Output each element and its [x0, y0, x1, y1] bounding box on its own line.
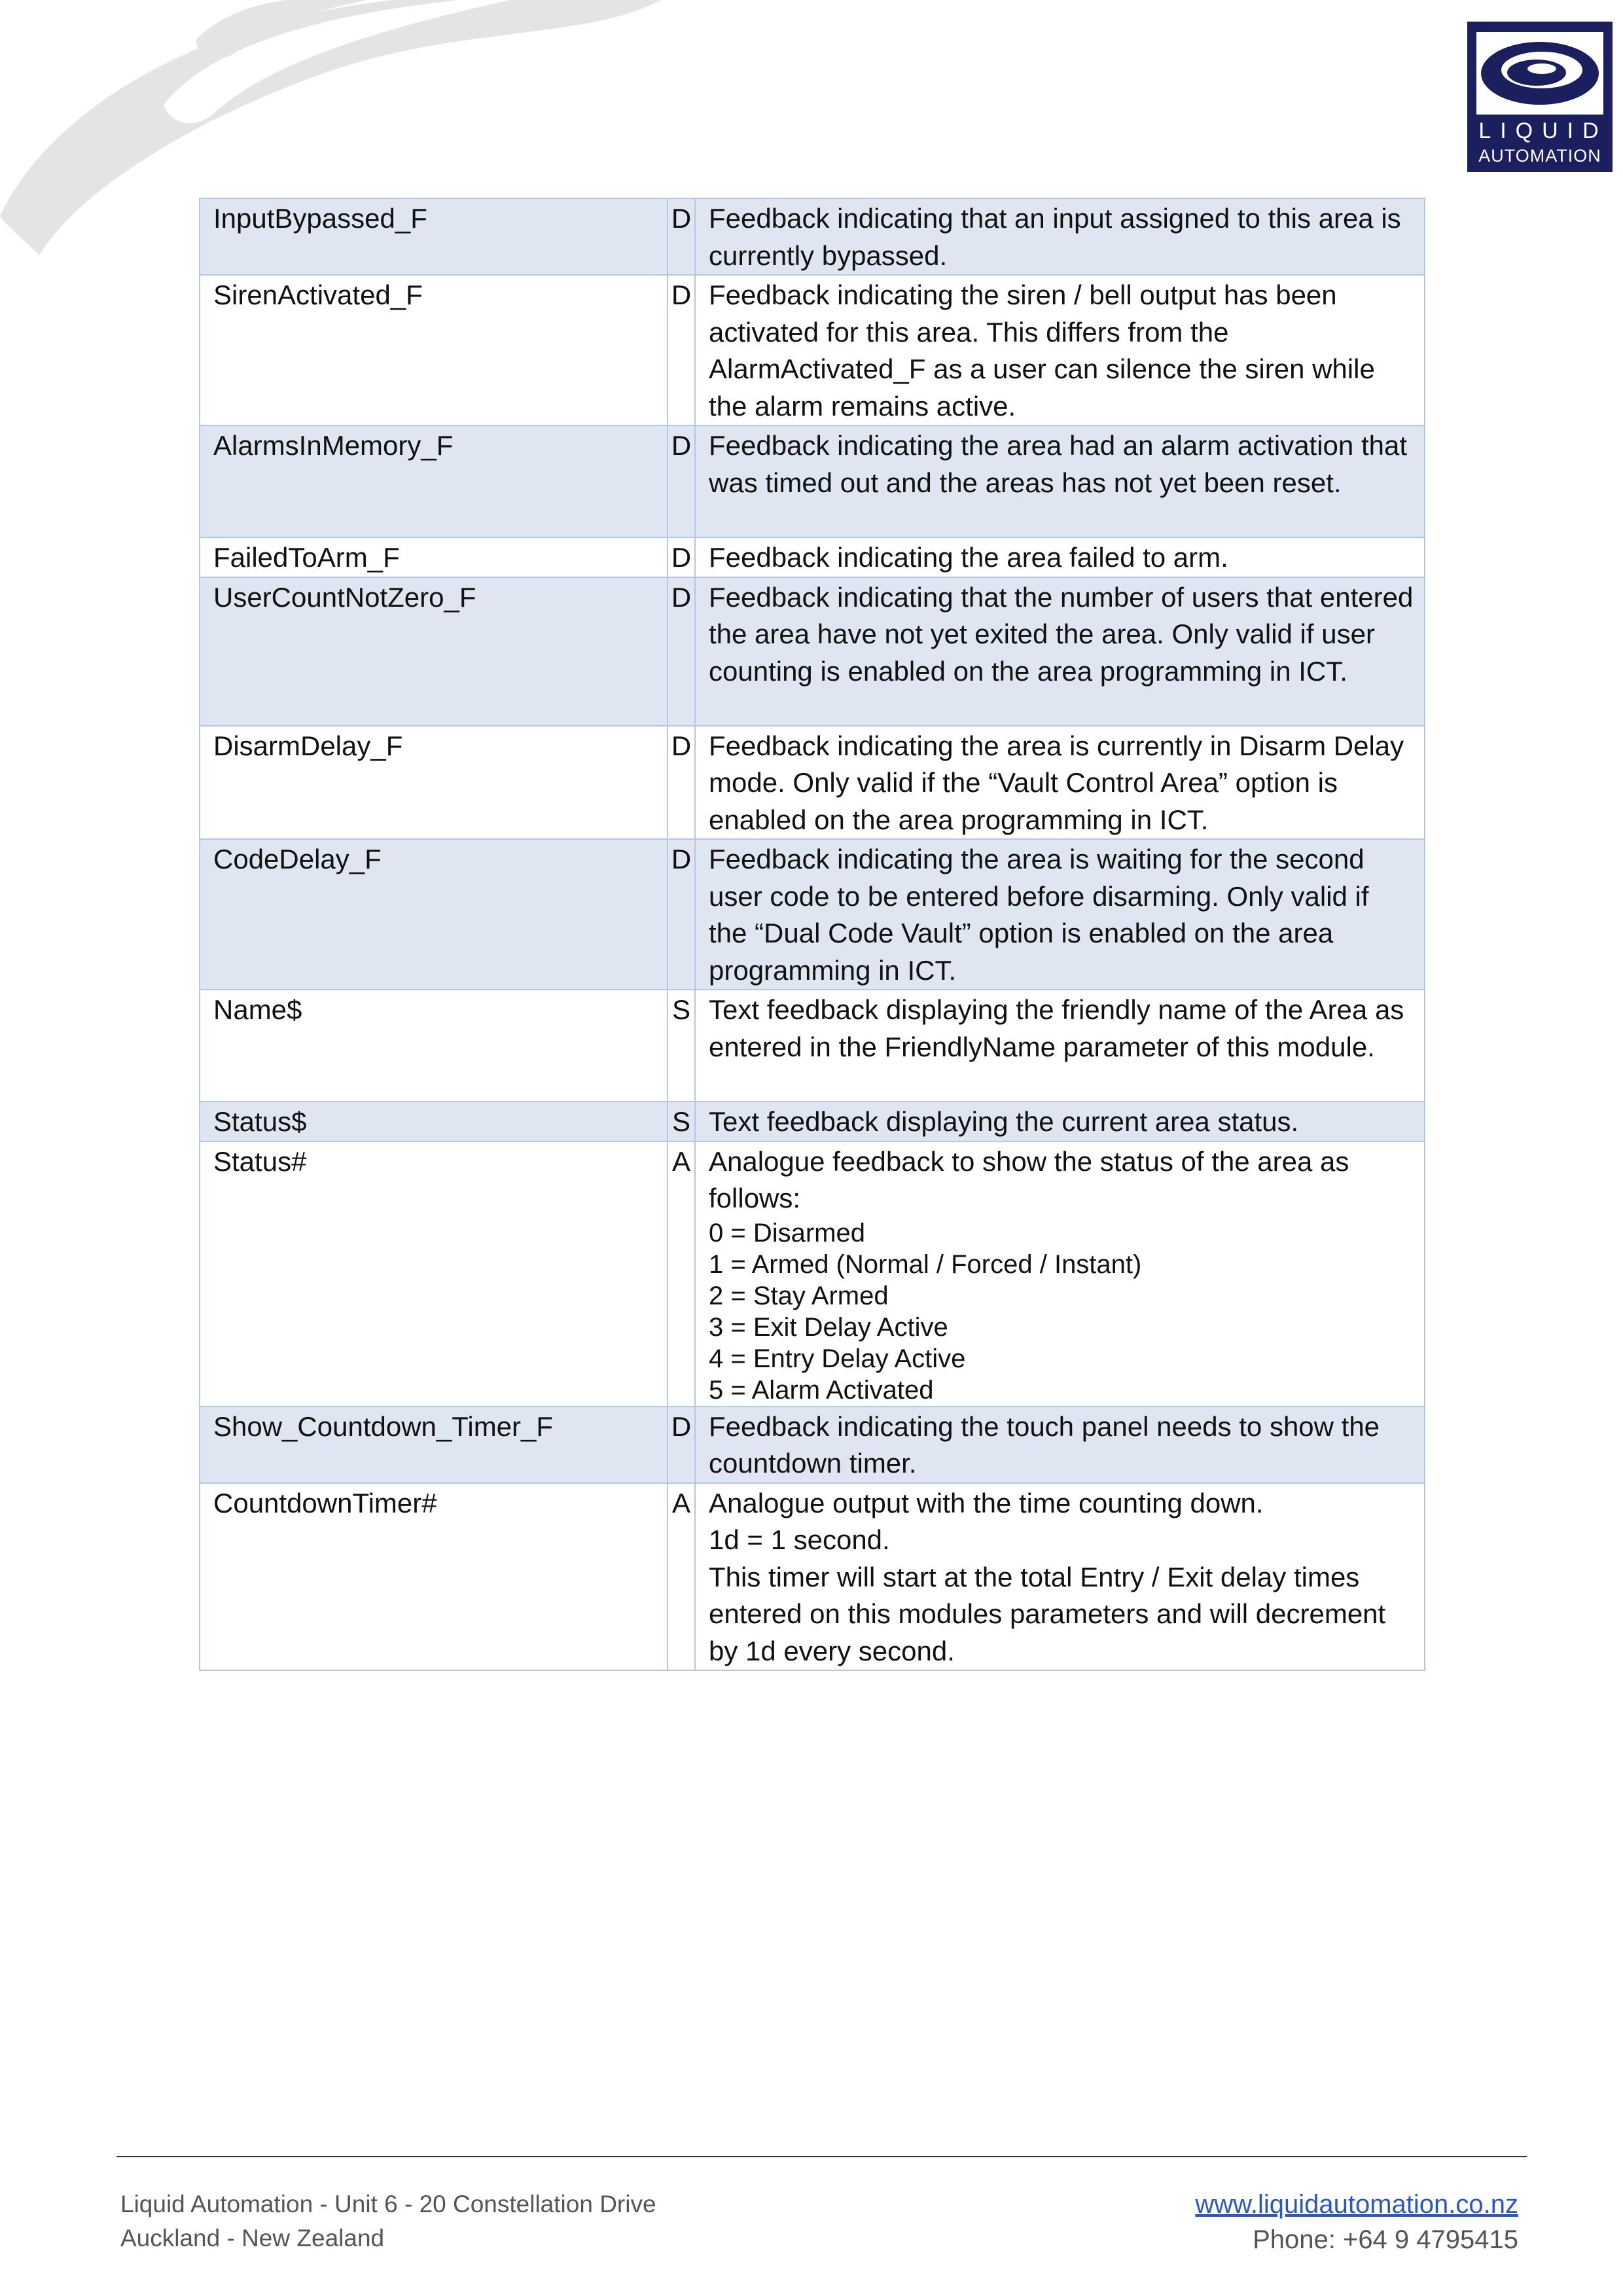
- signal-type: S: [668, 1102, 695, 1141]
- footer-divider: [116, 2156, 1527, 2157]
- signal-name: Status#: [200, 1141, 668, 1407]
- liquid-automation-logo: [1467, 22, 1613, 172]
- signal-name: DisarmDelay_F: [200, 726, 668, 840]
- signal-name: Name$: [200, 990, 668, 1102]
- signal-description: [695, 1141, 1425, 1407]
- signal-type: D: [668, 537, 695, 577]
- signal-name: UserCountNotZero_F: [200, 577, 668, 726]
- footer-address-line1: Liquid Automation - Unit 6 - 20 Constellation Drive: [120, 2191, 656, 2217]
- description-text: Analogue feedback to show the status of the area as follows:: [709, 1145, 1349, 1213]
- table-row: [200, 1141, 1425, 1407]
- table-row: [200, 198, 1425, 275]
- signal-description: [695, 275, 1425, 425]
- description-text: Feedback indicating that an input assigned to this area is currently bypassed.: [709, 203, 1401, 271]
- table-row: [200, 1407, 1425, 1483]
- signal-description: [695, 990, 1425, 1102]
- description-text: Feedback indicating that the number of users that entered the area have not yet exited the area. Only valid if user counting is enabled on the area programming in ICT.: [709, 581, 1414, 687]
- status-value-item: 1 = Armed (Normal / Forced / Instant): [709, 1249, 1142, 1279]
- status-value-list: [709, 1217, 1414, 1406]
- signal-description: [695, 1483, 1425, 1671]
- status-value-item: 5 = Alarm Activated: [709, 1375, 934, 1405]
- swirl-logo-icon: [1476, 32, 1603, 115]
- table-row: [200, 1102, 1425, 1141]
- table-row: [200, 425, 1425, 537]
- description-text: Feedback indicating the area had an alarm activation that was timed out and the areas has not yet been reset.: [709, 430, 1408, 498]
- signal-type: D: [668, 726, 695, 840]
- logo-text-liquid: LIQUID: [1478, 118, 1608, 143]
- description-text: Text feedback displaying the current area status.: [709, 1106, 1299, 1137]
- signal-name: Show_Countdown_Timer_F: [200, 1407, 668, 1483]
- signal-description: [695, 726, 1425, 840]
- signal-type: D: [668, 425, 695, 537]
- signal-description: [695, 577, 1425, 726]
- status-value-item: 2 = Stay Armed: [709, 1281, 889, 1310]
- signal-description: [695, 198, 1425, 275]
- signal-type: D: [668, 839, 695, 990]
- signal-description: [695, 425, 1425, 537]
- status-value-item: 4 = Entry Delay Active: [709, 1344, 966, 1373]
- description-text: This timer will start at the total Entry / Exit delay times entered on this modules parameters and will decrement by 1d every second.: [709, 1561, 1386, 1666]
- signal-type: D: [668, 577, 695, 726]
- signal-type: S: [668, 990, 695, 1102]
- table-row: [200, 839, 1425, 990]
- signal-description: [695, 1102, 1425, 1141]
- table-row: [200, 577, 1425, 726]
- signal-description: [695, 839, 1425, 990]
- table-row: [200, 726, 1425, 840]
- description-text: Feedback indicating the area is currently in Disarm Delay mode. Only valid if the “Vault Control Area” option is enabled on the area programming in ICT.: [709, 730, 1404, 835]
- signal-name: InputBypassed_F: [200, 198, 668, 275]
- description-text: Feedback indicating the siren / bell output has been activated for this area. This differs from the AlarmActivated_F as a user can silence the siren while the alarm remains active.: [709, 279, 1375, 422]
- signal-name: CountdownTimer#: [200, 1483, 668, 1671]
- signal-name: Status$: [200, 1102, 668, 1141]
- table-row: [200, 275, 1425, 425]
- description-text: Text feedback displaying the friendly name of the Area as entered in the FriendlyName parameter of this module.: [709, 994, 1404, 1062]
- status-value-item: 0 = Disarmed: [709, 1218, 865, 1247]
- footer-address-line2: Auckland - New Zealand: [120, 2225, 385, 2251]
- description-text: 1d = 1 second.: [709, 1524, 890, 1555]
- signal-name: FailedToArm_F: [200, 537, 668, 577]
- description-text: Feedback indicating the touch panel needs to show the countdown timer.: [709, 1410, 1380, 1479]
- description-text: Feedback indicating the area failed to arm.: [709, 542, 1228, 573]
- signal-type: D: [668, 1407, 695, 1483]
- signal-name: CodeDelay_F: [200, 839, 668, 990]
- footer-phone: Phone: +64 9 4795415: [1253, 2225, 1518, 2254]
- signal-description: [695, 1407, 1425, 1483]
- status-value-item: 3 = Exit Delay Active: [709, 1312, 948, 1342]
- signal-name: SirenActivated_F: [200, 275, 668, 425]
- description-text: Feedback indicating the area is waiting for the second user code to be entered before disarming. Only valid if the “Dual Code Vault” option is enabled on the area programming in ICT.: [709, 844, 1369, 986]
- footer-website-link[interactable]: www.liquidautomation.co.nz: [1195, 2190, 1518, 2219]
- signal-name: AlarmsInMemory_F: [200, 425, 668, 537]
- logo-text-automation: AUTOMATION: [1478, 146, 1601, 166]
- description-text: Analogue output with the time counting down.: [709, 1487, 1264, 1518]
- signal-description: [695, 537, 1425, 577]
- table-row: [200, 990, 1425, 1102]
- table-row: [200, 1483, 1425, 1671]
- signal-type: D: [668, 198, 695, 275]
- signal-type: A: [668, 1141, 695, 1407]
- signal-type: A: [668, 1483, 695, 1671]
- table-row: [200, 537, 1425, 577]
- signals-table: [199, 198, 1425, 1671]
- signal-type: D: [668, 275, 695, 425]
